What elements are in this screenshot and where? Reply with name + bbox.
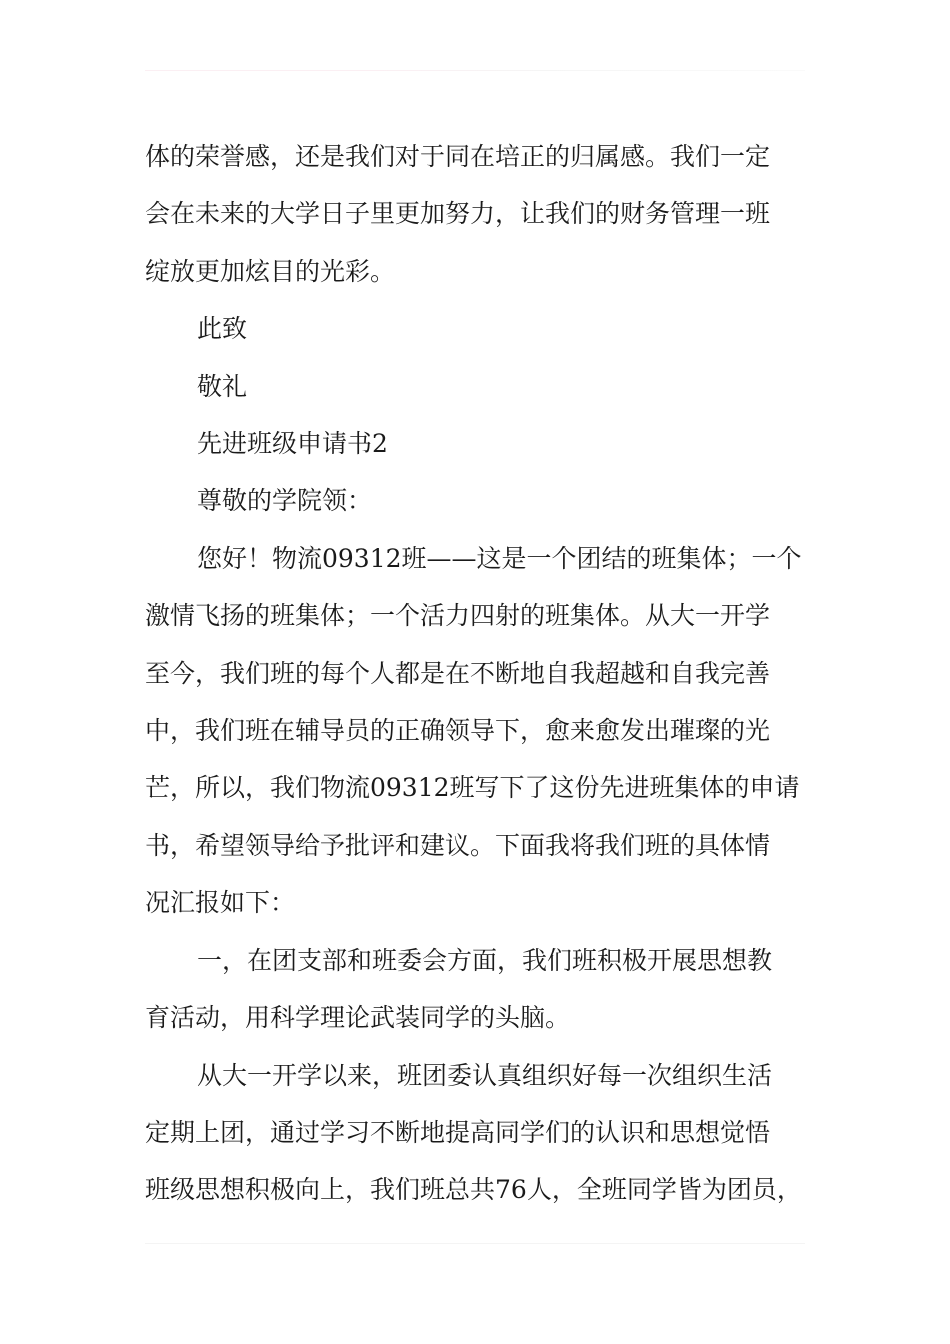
body-line: 况汇报如下： bbox=[145, 888, 296, 918]
body-line: 绽放更加炫目的光彩。 bbox=[145, 256, 396, 286]
body-line: 育活动，用科学理论武装同学的头脑。 bbox=[145, 1003, 571, 1033]
body-line: 至今，我们班的每个人都是在不断地自我超越和自我完善 bbox=[145, 658, 771, 688]
body-line: 班级思想积极向上，我们班总共76人，全班同学皆为团员， bbox=[145, 1175, 802, 1205]
body-line: 会在未来的大学日子里更加努力，让我们的财务管理一班 bbox=[145, 199, 771, 229]
body-line: 定期上团，通过学习不断地提高同学们的认识和思想觉悟 bbox=[145, 1117, 771, 1147]
body-line: 芒，所以，我们物流09312班写下了这份先进班集体的申请 bbox=[145, 773, 800, 803]
footer-rule bbox=[145, 1243, 805, 1244]
closing-salutation: 此致 bbox=[197, 314, 248, 344]
body-line: 一，在团支部和班委会方面，我们班积极开展思想教 bbox=[197, 945, 773, 975]
header-rule bbox=[145, 70, 805, 71]
body-line: 从大一开学以来，班团委认真组织好每一次组织生活 bbox=[197, 1060, 773, 1090]
body-line: 中，我们班在辅导员的正确领导下，愈来愈发出璀璨的光 bbox=[145, 716, 771, 746]
section-title: 先进班级申请书2 bbox=[197, 429, 388, 459]
body-line: 您好！物流09312班——这是一个团结的班集体；一个 bbox=[197, 543, 802, 573]
body-line: 书，希望领导给予批评和建议。下面我将我们班的具体情 bbox=[145, 830, 771, 860]
document-body bbox=[145, 128, 810, 1219]
greeting: 尊敬的学院领： bbox=[197, 486, 373, 516]
body-line: 体的荣誉感，还是我们对于同在培正的归属感。我们一定 bbox=[145, 142, 771, 171]
body-line: 激情飞扬的班集体；一个活力四射的班集体。从大一开学 bbox=[145, 601, 771, 631]
closing-regards: 敬礼 bbox=[197, 371, 248, 401]
